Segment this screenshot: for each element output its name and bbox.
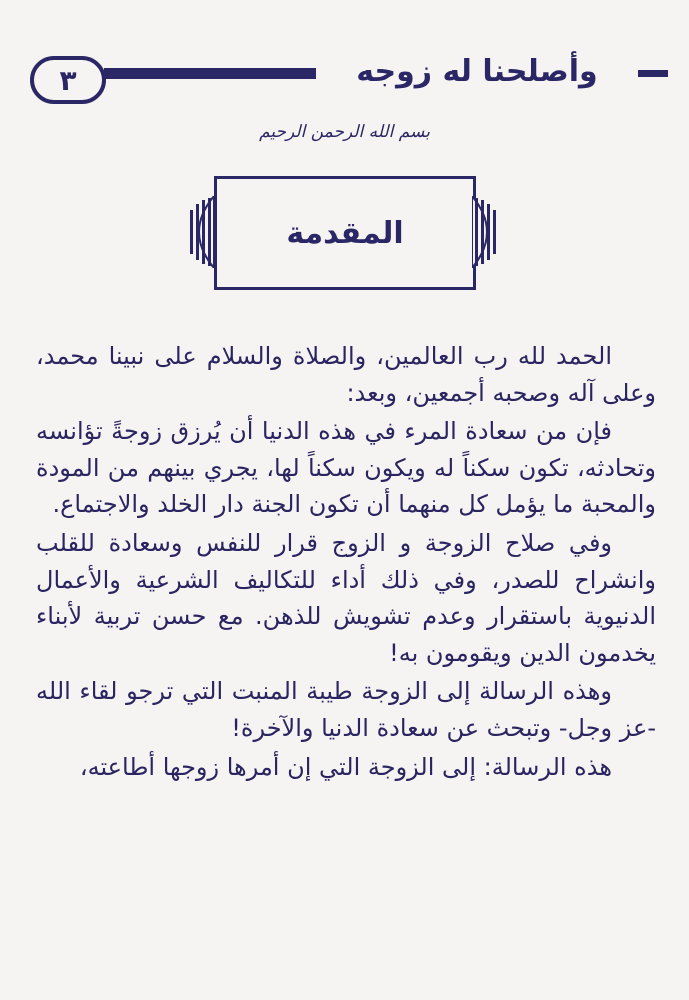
paragraph-recipient: هذه الرسالة: إلى الزوجة التي إن أمرها زوجها أطاعته، bbox=[79, 752, 612, 781]
page-number-badge bbox=[30, 56, 106, 104]
section-title-box bbox=[214, 176, 476, 290]
running-title: وأصلحنا له زوجه bbox=[356, 54, 598, 89]
title-ornament-left bbox=[184, 196, 214, 268]
page-header bbox=[18, 44, 668, 114]
title-ornament-right bbox=[472, 196, 502, 268]
paragraph-happiness: فإن من سعادة المرء في هذه الدنيا أن يُرزق زوجةً تؤانسه وتحادثه، تكون سكناً له ويكون سكناً لها، يجري بينهم من المودة والمحبة ما يؤمل كل منهما أن تكون الجنة دار الخلد والاجتماع. bbox=[36, 417, 656, 519]
paragraph-opening: الحمد لله رب العالمين، والصلاة والسلام على نبينا محمد، وعلى آله وصحبه أجمعين، وبعد: bbox=[36, 342, 656, 407]
paragraph-righteousness: وفي صلاح الزوجة و الزوج قرار للنفس وسعادة للقلب وانشراح للصدر، وفي ذلك أداء للتكاليف الشرعية والأعمال الدنيوية باستقرار وعدم تشويش للذهن. مع حسن تربية لأبناء يخدمون الدين ويقومون به! bbox=[36, 528, 656, 667]
section-title: المقدمة bbox=[286, 215, 404, 251]
page-number: ٣ bbox=[59, 63, 77, 97]
paragraph-message: وهذه الرسالة إلى الزوجة طيبة المنبت التي ترجو لقاء الله -عز وجل- وتبحث عن سعادة الدنيا والآخرة! bbox=[36, 677, 656, 742]
basmala: بسم الله الرحمن الرحيم bbox=[259, 122, 430, 142]
body-text bbox=[36, 338, 656, 785]
header-rule-right bbox=[638, 70, 668, 77]
header-rule-left bbox=[104, 68, 316, 79]
